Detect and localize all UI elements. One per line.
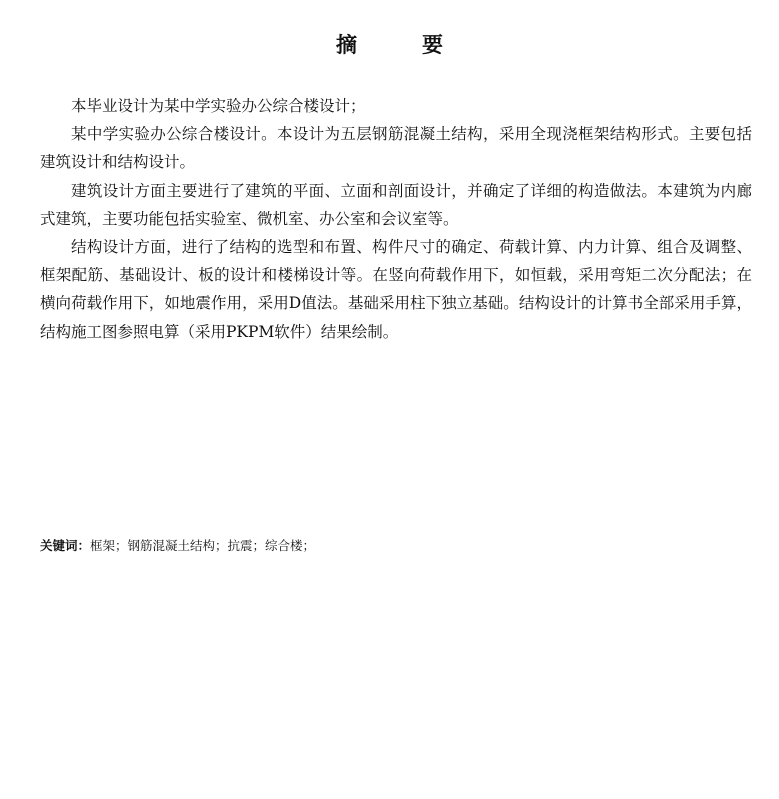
abstract-paragraph-3: 建筑设计方面主要进行了建筑的平面、立面和剖面设计，并确定了详细的构造做法。本建筑为内廊式建筑，主要功能包括实验室、微机室、办公室和会议室等。 <box>40 181 752 228</box>
abstract-paragraph-1: 本毕业设计为某中学实验办公综合楼设计； <box>71 97 366 115</box>
abstract-paragraph-4: 结构设计方面，进行了结构的选型和布置、构件尺寸的确定、荷载计算、内力计算、组合及调整、框架配筋、基础设计、板的设计和楼梯设计等。在竖向荷载作用下，如恒载，采用弯矩二次分配法；在横向荷载作用下，如地震作用，采用D值法。基础采用柱下独立基础。结构设计的计算书全部采用手算，结构施工图参照电算（采用PKPM软件）结果绘制。 <box>40 238 752 341</box>
keywords-value: 框架；钢筋混凝土结构；抗震；综合楼； <box>90 538 316 553</box>
abstract-body <box>40 92 752 346</box>
keywords-line <box>40 536 752 556</box>
keywords-label: 关键词： <box>40 538 91 553</box>
page-title: 摘 要 <box>336 32 465 57</box>
abstract-paragraph-2: 某中学实验办公综合楼设计。本设计为五层钢筋混凝土结构，采用全现浇框架结构形式。主要包括建筑设计和结构设计。 <box>40 125 752 172</box>
